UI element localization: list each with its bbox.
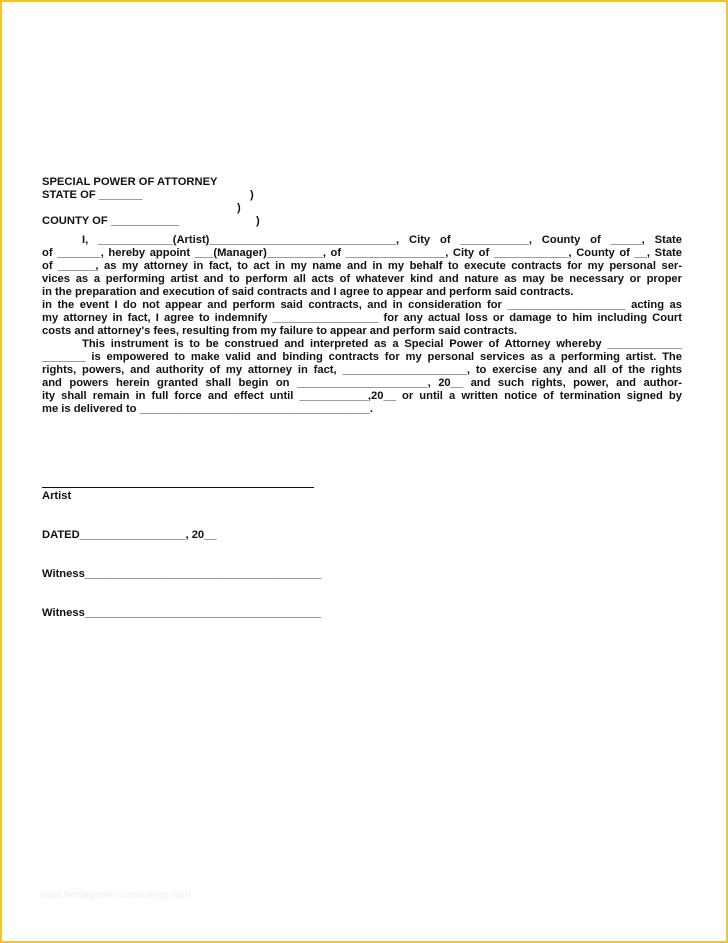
paren-2: ) — [237, 202, 241, 214]
witness-line-1: Witness______________________________________ — [42, 568, 322, 580]
body-line: of ______, as my attorney in fact, to act in my name and in my behalf to execute contracts for my personal ser- — [42, 260, 682, 272]
body-paragraphs — [42, 234, 682, 416]
body-line: This instrument is to be construed and interpreted as a Special Power of Attorney whereby ____________ — [82, 338, 682, 350]
watermark: www.heritagechristiancollege.com — [40, 890, 191, 901]
county-line — [42, 215, 682, 228]
body-line: _______ is empowered to make valid and binding contracts for my personal services as a performing artist. The — [42, 351, 682, 363]
document-body — [42, 176, 682, 416]
paren-1: ) — [250, 189, 254, 201]
body-line: and powers herein granted shall begin on _____________________, 20__ and such rights, power, and author- — [42, 377, 682, 389]
dated-line: DATED_________________, 20__ — [42, 529, 217, 541]
state-field: STATE OF _______ — [42, 189, 143, 201]
body-line: ity shall remain in full force and effect until ___________,20__ or until a written notice of termination signed by — [42, 390, 682, 402]
body-line: me is delivered to _____________________________________. — [42, 403, 373, 415]
state-line — [42, 189, 682, 202]
witness-line-2: Witness______________________________________ — [42, 607, 322, 619]
artist-label: Artist — [42, 490, 72, 502]
document-title: SPECIAL POWER OF ATTORNEY — [42, 176, 218, 188]
paren-row — [42, 202, 682, 215]
artist-signature-line — [42, 487, 314, 488]
body-line: I, ____________(Artist)______________________________, City of ___________, County of _____, State — [82, 234, 682, 246]
body-line: in the event I do not appear and perform said contracts, and in consideration for ___________________ acting as — [42, 299, 682, 311]
body-line: in the preparation and execution of said contracts and I agree to appear and perform said contracts. — [42, 286, 574, 298]
body-line: my attorney in fact, I agree to indemnify _________________ for any actual loss or damage to him including Court — [42, 312, 682, 324]
county-field: COUNTY OF ___________ — [42, 215, 180, 227]
body-line: vices as a performing artist and to perform all acts of whatever kind and nature as may be necessary or proper — [42, 273, 682, 285]
body-line: costs and attorney's fees, resulting from my failure to appear and perform said contracts. — [42, 325, 518, 337]
paren-3: ) — [256, 215, 260, 227]
body-line: of _______, hereby appoint ___(Manager)_________, of ________________, City of ____________, County of __, State — [42, 247, 682, 259]
body-line: rights, powers, and authority of my attorney in fact, ____________________, to exercise any and all of the rights — [42, 364, 682, 376]
